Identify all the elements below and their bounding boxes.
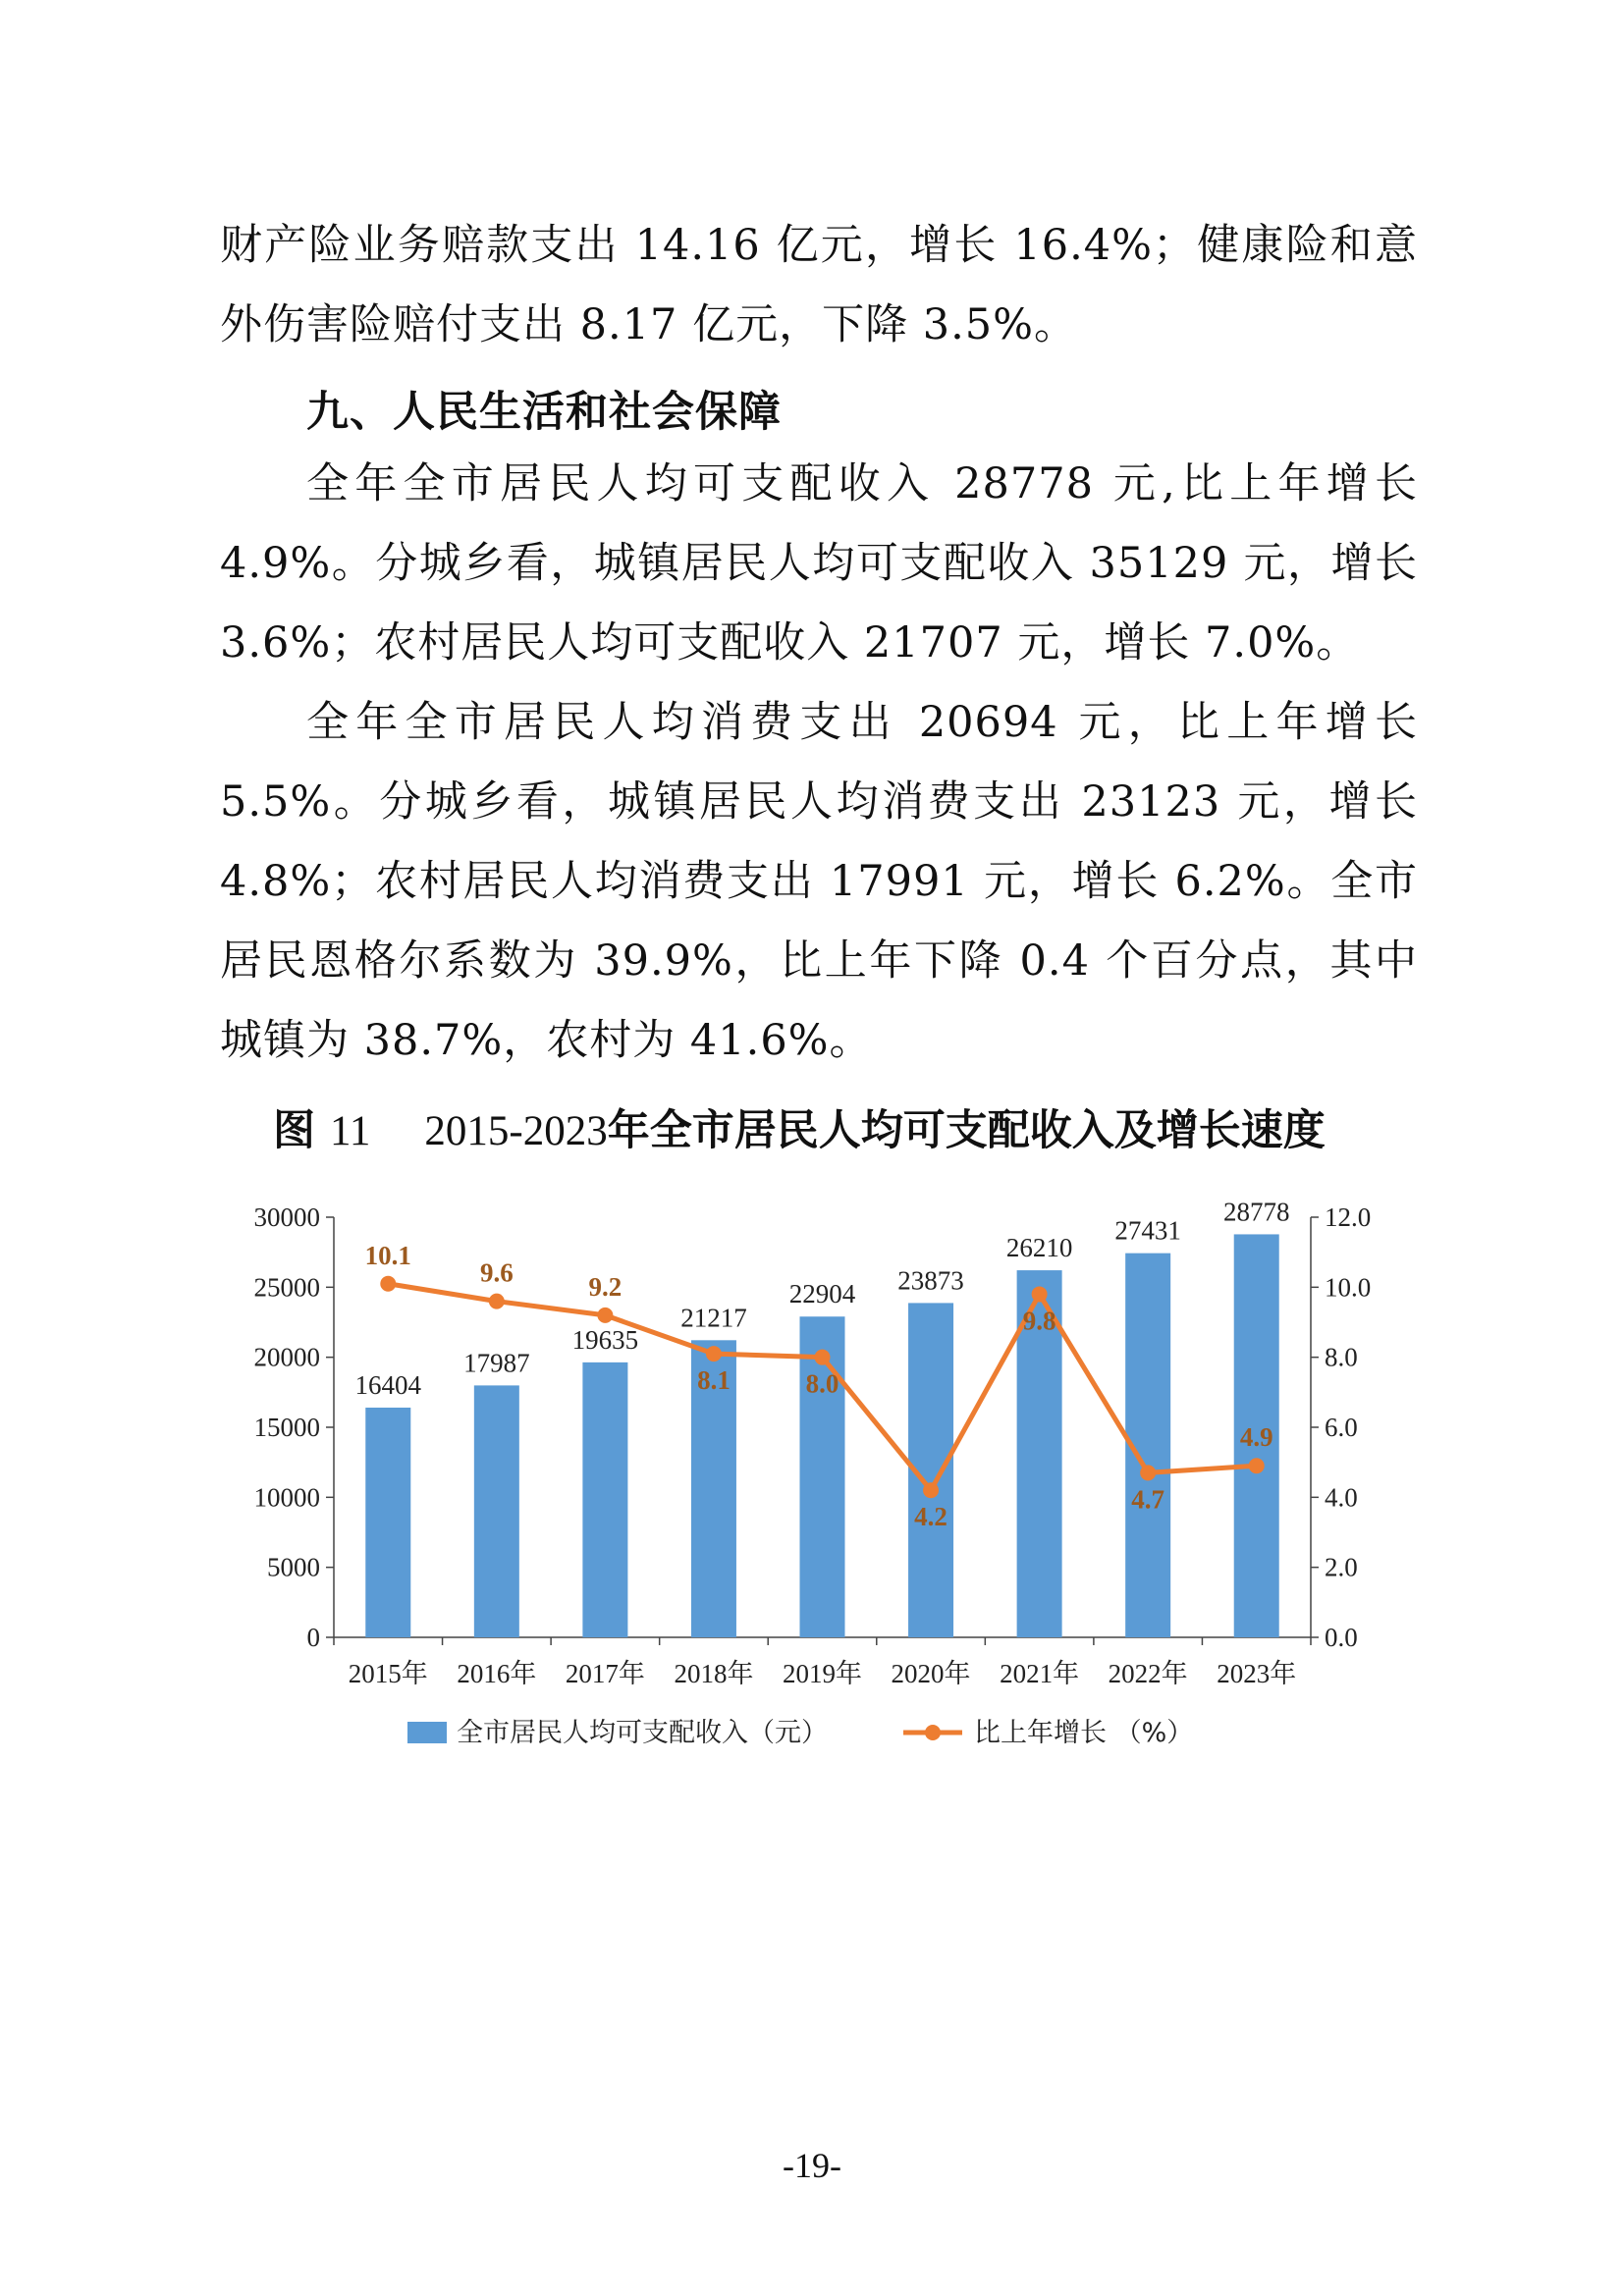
figure-label-prefix: 图 [273,1106,315,1155]
income-bar [582,1362,627,1637]
figure-title-years: 2015-2023 [424,1108,608,1154]
growth-point-label: 9.6 [479,1257,514,1288]
right-tick-label: 6.0 [1325,1413,1358,1442]
paragraph-consumption: 全年全市居民人均消费支出 20694 元，比上年增长 5.5%。分城乡看，城镇居民人均消费支出 23123 元，增长 4.8%；农村居民人均消费支出 17991 元，增长 6.2%。全市居民恩格尔系数为 39.9%，比上年下降 0.4 个百分点，其中城镇为 38.7%，农村为 41.6%。 [220,698,1418,1065]
growth-point [489,1294,505,1309]
income-bar-label: 27431 [1114,1215,1181,1246]
growth-point [597,1308,613,1323]
growth-point-label: 4.9 [1239,1422,1273,1453]
income-bar-label: 28778 [1222,1197,1290,1227]
x-tick-label: 2019年 [783,1659,862,1688]
right-tick-label: 8.0 [1325,1342,1358,1372]
growth-point-label: 9.8 [1022,1306,1056,1336]
growth-point [1032,1286,1048,1302]
left-tick-label: 20000 [253,1342,320,1372]
growth-point [1140,1465,1156,1480]
income-bar-label: 23873 [897,1265,964,1296]
growth-point-label: 4.7 [1131,1484,1165,1515]
income-bar-label: 26210 [1005,1233,1073,1263]
income-bar-label: 17987 [463,1348,530,1378]
income-bar-label: 16404 [354,1369,422,1400]
paragraph-income: 全年全市居民人均可支配收入 28778 元,比上年增长 4.9%。分城乡看，城镇居民人均可支配收入 35129 元，增长 3.6%；农村居民人均可支配收入 21707 元，增长 7.0%。 [220,459,1418,667]
income-bar-label: 19635 [571,1324,639,1355]
figure-title [273,1101,1373,1161]
legend-line-marker [925,1725,941,1740]
right-tick-label: 4.0 [1325,1482,1358,1513]
income-bar-label: 21217 [680,1303,747,1333]
figure-label-number: 11 [329,1108,371,1154]
x-tick-label: 2023年 [1217,1659,1297,1688]
growth-point-label: 4.2 [914,1502,947,1532]
figure-title-text: 年全市居民人均可支配收入及增长速度 [607,1106,1326,1155]
x-tick-label: 2020年 [891,1659,971,1688]
growth-point [380,1276,396,1292]
growth-point [706,1346,722,1362]
left-tick-label: 0 [306,1623,320,1652]
left-tick-label: 15000 [253,1413,320,1442]
x-tick-label: 2018年 [674,1659,754,1688]
income-bar [365,1408,410,1637]
x-tick-label: 2017年 [565,1659,645,1688]
legend-bar-swatch [407,1722,447,1743]
growth-point [815,1350,831,1365]
x-tick-label: 2022年 [1108,1659,1188,1688]
right-tick-label: 10.0 [1325,1272,1372,1303]
legend-bar-label: 全市居民人均可支配收入（元） [457,1718,828,1748]
left-tick-label: 30000 [253,1202,320,1232]
left-tick-label: 25000 [253,1272,320,1303]
growth-point [923,1482,939,1498]
income-chart [216,1178,1404,1767]
growth-point-label: 10.1 [364,1240,411,1270]
section-heading: 九、人民生活和社会保障 [306,388,782,437]
income-bar-label: 22904 [788,1279,856,1309]
page-number: -19- [783,2146,841,2185]
left-tick-label: 5000 [267,1552,320,1582]
x-tick-label: 2015年 [348,1659,428,1688]
growth-point-label: 9.2 [588,1271,623,1302]
paragraph-insurance: 财产险业务赔款支出 14.16 亿元，增长 16.4%；健康险和意外伤害险赔付支出 8.17 亿元，下降 3.5%。 [220,221,1418,349]
right-tick-label: 2.0 [1325,1552,1358,1582]
x-tick-label: 2021年 [1000,1659,1080,1688]
growth-point-label: 8.0 [805,1368,839,1399]
x-tick-label: 2016年 [457,1659,537,1688]
income-bar [474,1385,519,1637]
right-tick-label: 0.0 [1325,1623,1358,1652]
growth-point-label: 8.1 [697,1365,731,1396]
right-tick-label: 12.0 [1325,1202,1372,1232]
growth-point [1249,1458,1265,1473]
legend-line-label: 比上年增长 （%） [974,1718,1194,1748]
left-tick-label: 10000 [253,1482,320,1513]
